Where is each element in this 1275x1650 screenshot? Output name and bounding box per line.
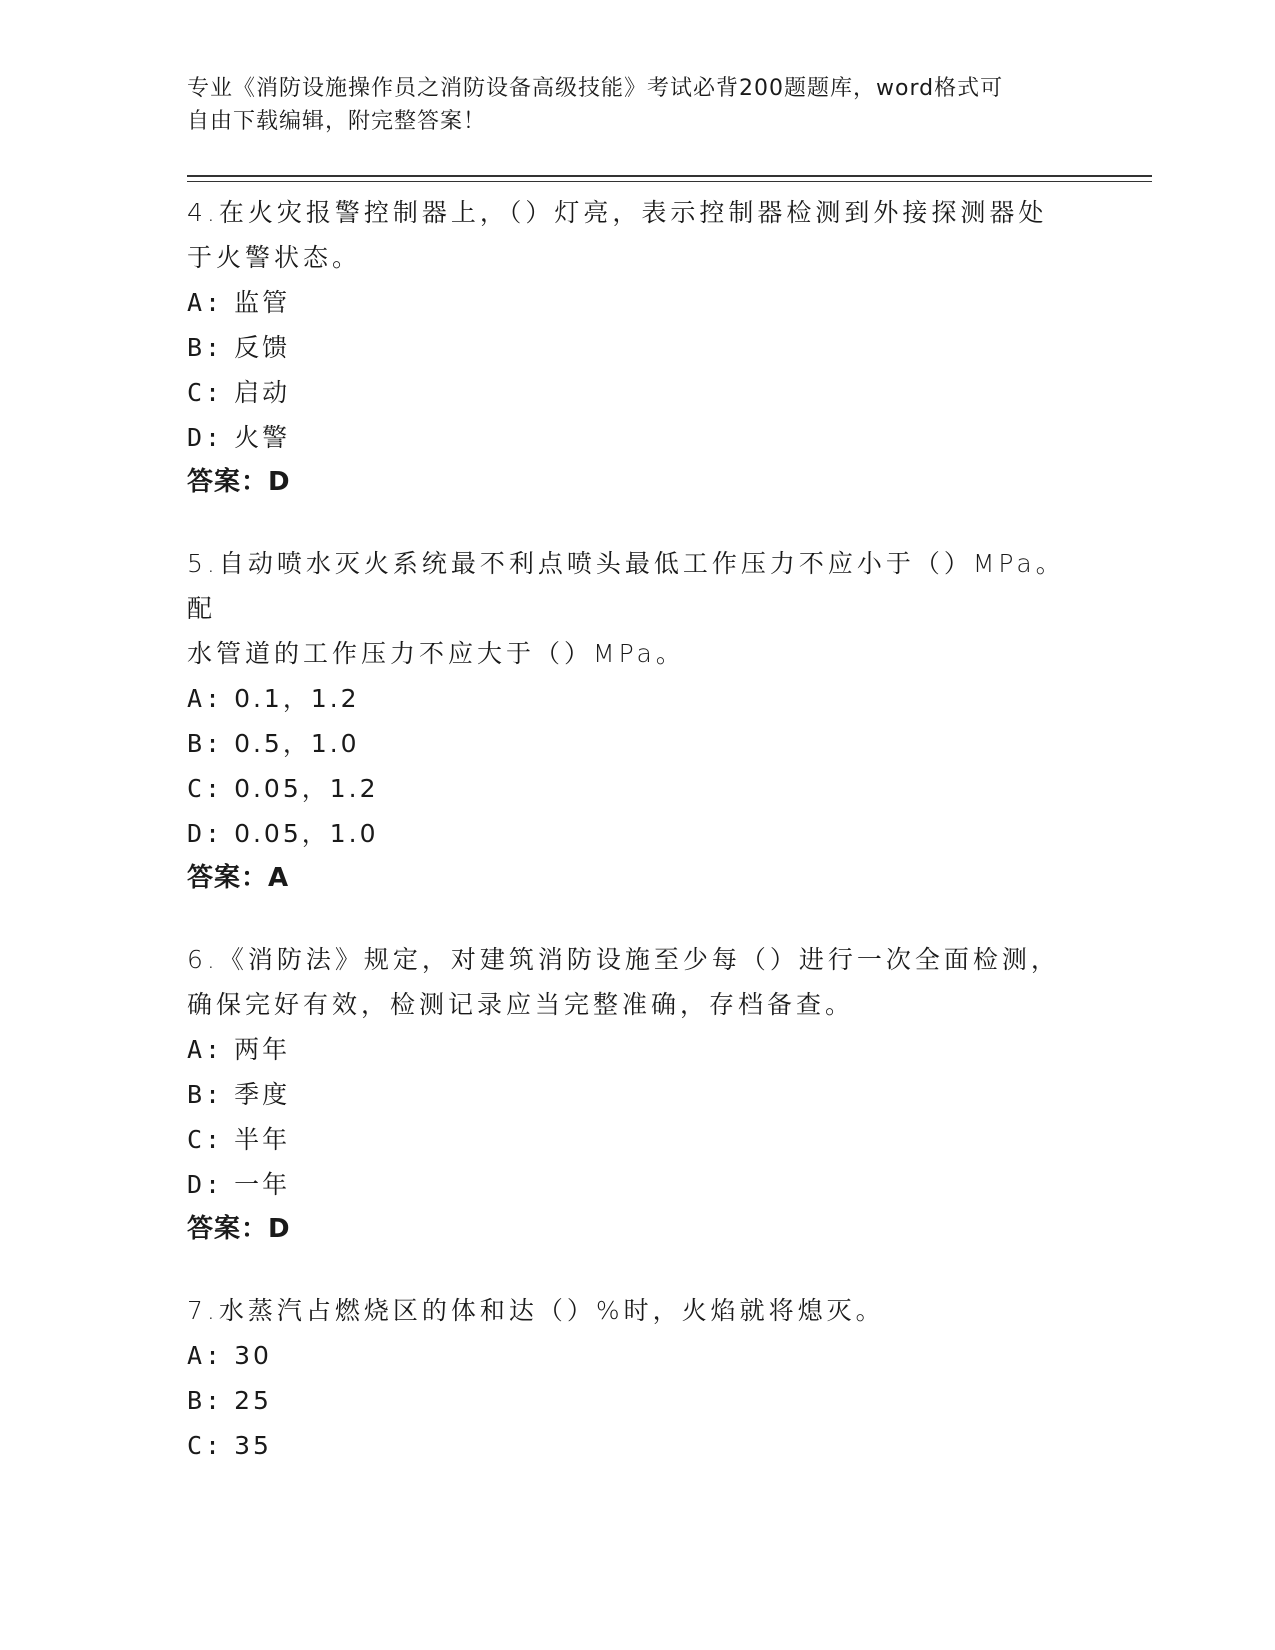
option-a: [187, 280, 1087, 325]
option-letter: C:: [187, 1431, 224, 1460]
option-text: 半年: [234, 1125, 291, 1154]
option-c: [187, 766, 1087, 811]
option-text: 0.5，1.0: [234, 729, 360, 758]
question-7: [187, 1288, 1087, 1468]
question-list: [187, 190, 1087, 1504]
option-text: 35: [234, 1431, 272, 1460]
question-stem-line: 于火警状态。: [187, 243, 362, 272]
option-text: 30: [234, 1341, 272, 1370]
question-stem: [187, 937, 1087, 1027]
option-a: [187, 1333, 1087, 1378]
option-letter: C:: [187, 774, 224, 803]
question-stem: [187, 1288, 1087, 1333]
option-d: [187, 1162, 1087, 1207]
option-text: 25: [234, 1386, 272, 1415]
option-letter: D:: [187, 1170, 224, 1199]
question-stem-line: 6.《消防法》规定，对建筑消防设施至少每（）进行一次全面检测，: [187, 945, 1060, 974]
question-5: [187, 541, 1087, 901]
option-letter: B:: [187, 1386, 224, 1415]
option-c: [187, 1117, 1087, 1162]
question-6: [187, 937, 1087, 1252]
option-letter: C:: [187, 378, 224, 407]
option-letter: C:: [187, 1125, 224, 1154]
option-text: 监管: [234, 288, 291, 317]
answer-line: 答案：A: [187, 863, 290, 893]
option-letter: B:: [187, 1080, 224, 1109]
option-b: [187, 325, 1087, 370]
option-c: [187, 1423, 1087, 1468]
option-text: 火警: [234, 423, 291, 452]
header-rule-thin: [187, 181, 1152, 182]
option-c: [187, 370, 1087, 415]
question-stem-line: 7.水蒸汽占燃烧区的体和达（）%时，火焰就将熄灭。: [187, 1296, 885, 1325]
option-a: [187, 1027, 1087, 1072]
header-line-1: 专业《消防设施操作员之消防设备高级技能》考试必背200题题库，word格式可: [187, 76, 1004, 101]
answer-line: 答案：D: [187, 1214, 291, 1244]
option-text: 0.05，1.0: [234, 819, 379, 848]
question-stem-line: 5.自动喷水灭火系统最不利点喷头最低工作压力不应小于（）MPa。配: [187, 549, 1065, 623]
option-letter: D:: [187, 819, 224, 848]
option-b: [187, 1072, 1087, 1117]
question-stem-line: 4.在火灾报警控制器上，（）灯亮，表示控制器检测到外接探测器处: [187, 198, 1048, 227]
option-d: [187, 415, 1087, 460]
question-stem: [187, 541, 1087, 676]
option-letter: B:: [187, 729, 224, 758]
option-letter: A:: [187, 1035, 224, 1064]
option-letter: A:: [187, 288, 224, 317]
question-stem-line: 确保完好有效，检测记录应当完整准确，存档备查。: [187, 990, 855, 1019]
option-text: 两年: [234, 1035, 291, 1064]
option-letter: A:: [187, 1341, 224, 1370]
document-header: [187, 72, 1087, 138]
question-stem-line: 水管道的工作压力不应大于（）MPa。: [187, 639, 685, 668]
option-text: 反馈: [234, 333, 291, 362]
answer-line: 答案：D: [187, 467, 291, 497]
option-text: 启动: [234, 378, 291, 407]
option-letter: D:: [187, 423, 224, 452]
option-text: 一年: [234, 1170, 291, 1199]
option-d: [187, 811, 1087, 856]
option-letter: B:: [187, 333, 224, 362]
option-text: 季度: [234, 1080, 291, 1109]
option-text: 0.05，1.2: [234, 774, 379, 803]
option-text: 0.1，1.2: [234, 684, 360, 713]
option-b: [187, 721, 1087, 766]
option-b: [187, 1378, 1087, 1423]
question-4: [187, 190, 1087, 505]
option-letter: A:: [187, 684, 224, 713]
question-stem: [187, 190, 1087, 280]
header-line-2: 自由下载编辑，附完整答案！: [187, 109, 487, 134]
header-rule-thick: [187, 175, 1152, 177]
option-a: [187, 676, 1087, 721]
